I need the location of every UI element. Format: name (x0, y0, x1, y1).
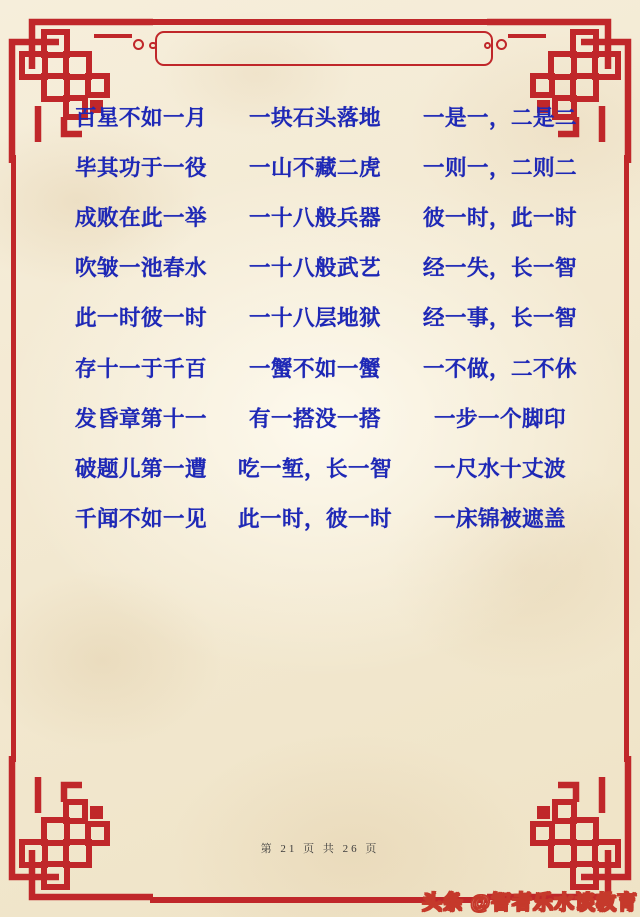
border-line-top (150, 19, 490, 25)
idiom-cell: 发昏章第十一 (74, 406, 207, 431)
idiom-cell: 彼一时，此一时 (422, 205, 577, 230)
banner-knob-icon (149, 42, 157, 50)
idiom-cell: 一是一，二是二 (422, 105, 577, 130)
idiom-column-1 (58, 91, 224, 543)
idiom-cell: 一蟹不如一蟹 (248, 356, 381, 381)
idiom-cell: 存十一于千百 (74, 356, 207, 381)
idiom-cell: 一床锦被遮盖 (433, 507, 566, 532)
idiom-column-2 (224, 91, 406, 543)
idiom-cell: 毕其功于一役 (74, 155, 207, 180)
idiom-cell: 此一时，彼一时 (237, 507, 392, 532)
border-line-right (624, 155, 629, 762)
idiom-cell: 吹皱一池春水 (74, 256, 207, 281)
idiom-cell: 一步一个脚印 (433, 406, 566, 431)
idiom-cell: 百星不如一月 (74, 105, 207, 130)
idiom-cell: 一则一，二则二 (422, 155, 577, 180)
idiom-cell: 一尺水十丈波 (433, 456, 566, 481)
idiom-cell: 经一失，长一智 (422, 256, 577, 281)
idiom-cell: 有一搭没一搭 (248, 406, 381, 431)
idiom-cell: 一十八层地狱 (248, 306, 381, 331)
page-number: 第 21 页 共 26 页 (260, 843, 380, 855)
corner-ornament-icon (486, 755, 636, 905)
idiom-column-3 (413, 91, 587, 543)
banner-knob-icon (496, 39, 507, 50)
idiom-cell: 一不做，二不休 (422, 356, 577, 381)
border-line-left (11, 155, 16, 762)
watermark-badge: 头条 @智者乐水谈教育 (421, 892, 638, 914)
banner-knob-icon (484, 42, 492, 50)
idiom-cell: 经一事，长一智 (422, 306, 577, 331)
idiom-cell: 一山不藏二虎 (248, 155, 381, 180)
idiom-cell: 成败在此一举 (74, 205, 207, 230)
idiom-cell: 千闻不如一见 (74, 507, 207, 532)
banner-knob-icon (133, 39, 144, 50)
idiom-cell: 此一时彼一时 (74, 306, 207, 331)
idiom-cell: 一十八般武艺 (248, 256, 381, 281)
title-banner (155, 31, 493, 66)
idiom-cell: 一十八般兵器 (248, 205, 381, 230)
idiom-cell: 吃一堑，长一智 (237, 456, 392, 481)
idiom-cell: 一块石头落地 (248, 105, 381, 130)
idiom-cell: 破题儿第一遭 (74, 456, 207, 481)
corner-ornament-icon (4, 755, 154, 905)
